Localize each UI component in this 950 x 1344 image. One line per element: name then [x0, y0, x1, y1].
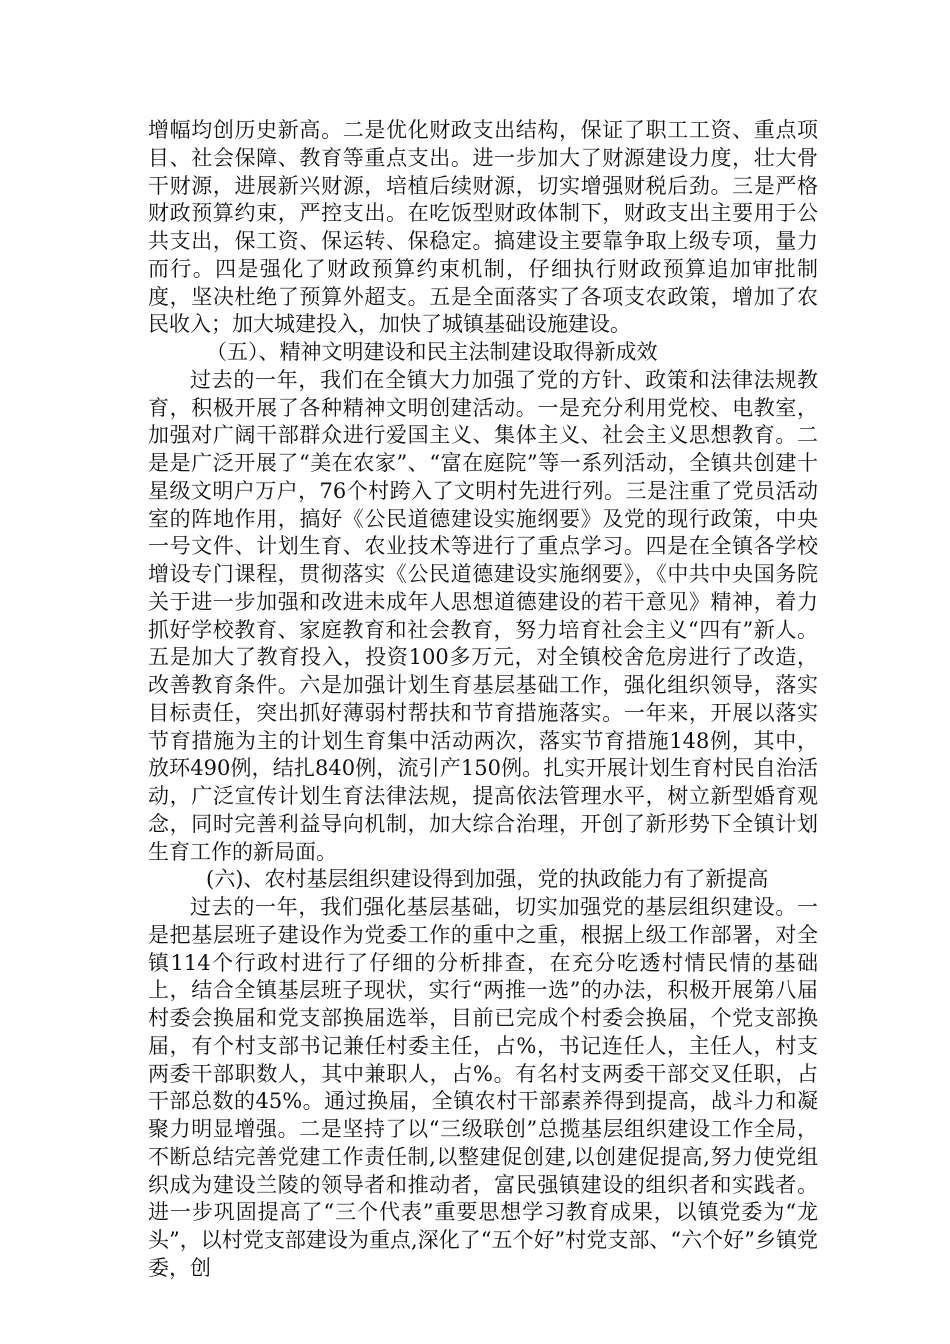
document-body: [148, 117, 818, 1283]
paragraph-civilization: 过去的一年，我们在全镇大力加强了党的方针、政策和法律法规教育，积极开展了各种精神文明创建活动。一是充分利用党校、电教室，加强对广阔干部群众进行爱国主义、集体主义、社会主义思想教育。二是是广泛开展了“美在农家”、“富在庭院”等一系列活动，全镇共创建十星级文明户万户，76个村跨入了文明村先进行列。三是注重了党员活动室的阵地作用，搞好《公民道德建设实施纲要》及党的现行政策，中央一号文件、计划生育、农业技术等进行了重点学习。四是在全镇各学校增设专门课程，贯彻落实《公民道德建设实施纲要》，《中共中央国务院关于进一步加强和改进未成年人思想道德建设的若干意见》精神，着力抓好学校教育、家庭教育和社会教育，努力培育社会主义“四有”新人。五是加大了教育投入，投资100多万元，对全镇校舍危房进行了改造，改善教育条件。六是加强计划生育基层基础工作，强化组织领导，落实目标责任，突出抓好薄弱村帮扶和节育措施落实。一年来，开展以落实节育措施为主的计划生育集中活动两次，落实节育措施148例，其中，放环490例，结扎840例，流引产150例。扎实开展计划生育村民自治活动，广泛宣传计划生育法律法规，提高依法管理水平，树立新型婚育观念，同时完善利益导向机制，加大综合治理，开创了新形势下全镇计划生育工作的新局面。: [148, 367, 818, 864]
section-heading-five: （五）、精神文明建设和民主法制建设取得新成效: [206, 340, 658, 364]
section-heading-six: (六)、农村基层组织建设得到加强，党的执政能力有了新提高: [206, 867, 769, 892]
paragraph-finance-continuation: 增幅均创历史新高。二是优化财政支出结构，保证了职工工资、重点项目、社会保障、教育等重点支出。进一步加大了财源建设力度，壮大骨干财源，进展新兴财源，培植后续财源，切实增强财税后劲。三是严格财政预算约束，严控支出。在吃饭型财政体制下，财政支出主要用于公共支出，保工资、保运转、保稳定。搞建设主要靠争取上级专项，量力而行。四是强化了财政预算约束机制，仔细执行财政预算追加审批制度，坚决杜绝了预算外超支。五是全面落实了各项支农政策，增加了农民收入；加大城建投入，加快了城镇基础设施建设。: [148, 118, 818, 337]
paragraph-grassroots: 过去的一年，我们强化基层基础，切实加强党的基层组织建设。一是把基层班子建设作为党委工作的重中之重，根据上级工作部署，对全镇114个行政村进行了仔细的分析排查，在充分吃透村情民情的基础上，结合全镇基层班子现状，实行“两推一选”的办法，积极开展第八届村委会换届和党支部换届选举，目前已完成个村委会换届，个党支部换届，有个村支部书记兼任村委主任，占%，书记连任人，主任人，村支两委干部职数人，其中兼职人，占%。有名村支两委干部交叉任职，占干部总数的45%。通过换届，全镇农村干部素养得到提高，战斗力和凝聚力明显增强。二是坚持了以“三级联创”总揽基层组织建设工作全局，不断总结完善党建工作责任制,以整建促创建,以创建促提高,努力使党组织成为建设兰陵的领导者和推动者，富民强镇建设的组织者和实践者。进一步巩固提高了“三个代表”重要思想学习教育成果，以镇党委为“龙头”，以村党支部建设为重点,深化了“五个好”村党支部、“六个好”乡镇党委，创: [148, 895, 818, 1280]
